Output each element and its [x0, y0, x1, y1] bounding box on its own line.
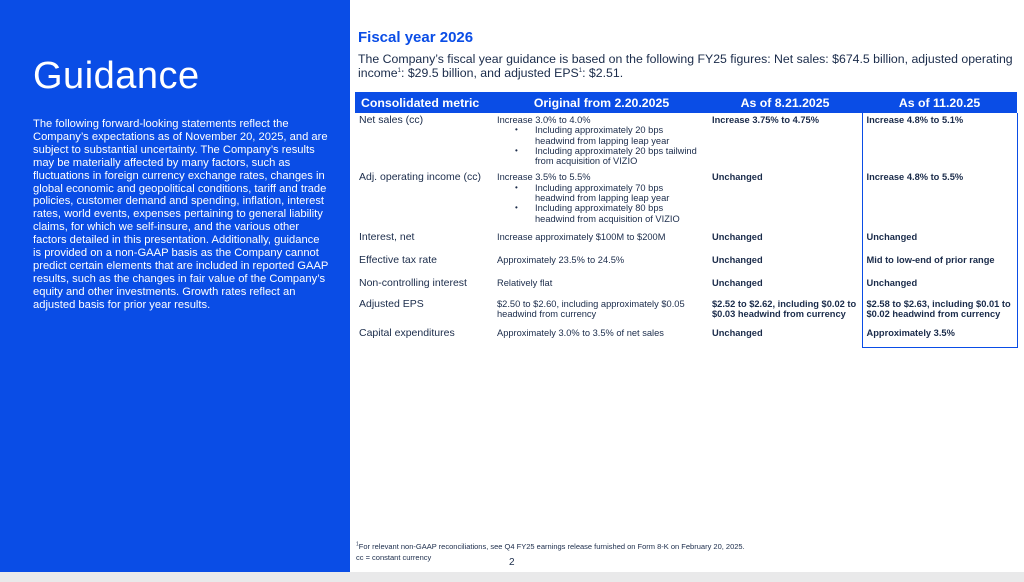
metric-cell: Adj. operating income (cc)	[359, 171, 481, 184]
header-original: Original from 2.20.2025	[495, 92, 708, 113]
nov-cell: Mid to low-end of prior range	[862, 251, 1017, 274]
intro-text: The Company’s fiscal year guidance is based on the following FY25 figures: Net sales: $674.5 billion, adjusted operating income$^1$: $29.5 billion, and adjusted EPS$^1$: $2.51.	[358, 52, 1013, 80]
list-item: • Including approximately 70 bps headwind from lapping leap year	[497, 183, 704, 204]
original-cell: Increase 3.0% to 4.0% • Including approximately 20 bps headwind from lapping leap year • Including approximately 20 bps tailwind from acquisition of VIZIO	[495, 113, 708, 170]
section-title: Fiscal year 2026	[358, 29, 474, 46]
table-row	[355, 170, 1017, 227]
aug-cell: Unchanged	[712, 327, 763, 338]
table-row	[355, 324, 1017, 348]
table-row	[355, 251, 1017, 274]
page-title: Guidance	[33, 55, 200, 97]
original-cell: $2.50 to $2.60, including approximately $0.05 headwind from currency	[497, 298, 685, 320]
original-cell: Approximately 23.5% to 24.5%	[497, 254, 625, 265]
nov-cell: Increase 4.8% to 5.1%	[862, 113, 1017, 170]
nov-cell: $2.58 to $2.63, including $0.01 to $0.02 headwind from currency	[862, 297, 1017, 324]
original-cell: Approximately 3.0% to 3.5% of net sales	[497, 327, 664, 338]
aug-cell: Unchanged	[712, 254, 763, 265]
aug-cell: Unchanged	[712, 231, 763, 242]
list-item: • Including approximately 20 bps headwind from lapping leap year	[497, 125, 704, 146]
aug-cell: Increase 3.75% to 4.75%	[712, 115, 819, 125]
metric-cell: Capital expenditures	[359, 326, 455, 339]
original-cell: Increase 3.5% to 5.5% • Including approximately 70 bps headwind from lapping leap year • Including approximately 80 bps headwind from acquisition of VIZIO	[495, 170, 708, 227]
left-panel	[0, 0, 350, 572]
page-number: 2	[509, 557, 515, 568]
nov-cell: Approximately 3.5%	[862, 324, 1017, 348]
original-cell: Relatively flat	[497, 277, 553, 288]
table-row	[355, 297, 1017, 324]
header-nov: As of 11.20.25	[862, 92, 1017, 113]
metric-cell: Adjusted EPS	[359, 297, 424, 310]
aug-cell: Unchanged	[712, 277, 763, 288]
aug-cell: $2.52 to $2.62, including $0.02 to $0.03 headwind from currency	[712, 298, 857, 320]
header-aug: As of 8.21.2025	[708, 92, 862, 113]
metric-cell: Net sales (cc)	[359, 114, 424, 126]
nov-cell: Unchanged	[862, 228, 1017, 251]
metric-cell: Non-controlling interest	[359, 276, 467, 289]
nov-cell: Increase 4.8% to 5.5%	[862, 170, 1017, 227]
disclaimer-text: The following forward-looking statements reflect the Company’s expectations as of November 20, 2025, and are subject to substantial uncertainty. The Company’s results may be materially affected by many factors, such as fluctuations in foreign currency exchange rates, changes in global economic and geopolitical conditions, tariff and trade policies, customer demand and spending, inflation, interest rates, world events, expenses pertaining to general liability claims, for which we self-insure, and the various other factors detailed in this presentation. Additionally, guidance is provided on a non-GAAP basis as the Company cannot predict certain elements that are included in reported GAAP results, such as the changes in fair value of the Company’s equity and other investments. Growth rates reflect an adjusted basis for prior year results.	[33, 118, 329, 311]
header-metric: Consolidated metric	[355, 92, 495, 113]
list-item: • Including approximately 80 bps headwind from acquisition of VIZIO	[497, 203, 704, 224]
table-header-row	[355, 92, 1017, 113]
original-cell: Increase approximately $100M to $200M	[497, 231, 666, 242]
nov-cell: Unchanged	[862, 274, 1017, 297]
table-row	[355, 113, 1017, 170]
aug-cell: Unchanged	[712, 172, 763, 183]
table-row	[355, 228, 1017, 251]
metric-cell: Interest, net	[359, 230, 415, 243]
guidance-table	[355, 92, 1018, 348]
footnote: $^1$For relevant non-GAAP reconciliations, see Q4 FY25 earnings release furnished on Form 8-K on February 20, 2025. cc = constant currency	[356, 541, 745, 562]
metric-cell: Effective tax rate	[359, 253, 438, 266]
list-item: • Including approximately 20 bps tailwind from acquisition of VIZIO	[497, 146, 704, 167]
table-row	[355, 274, 1017, 297]
